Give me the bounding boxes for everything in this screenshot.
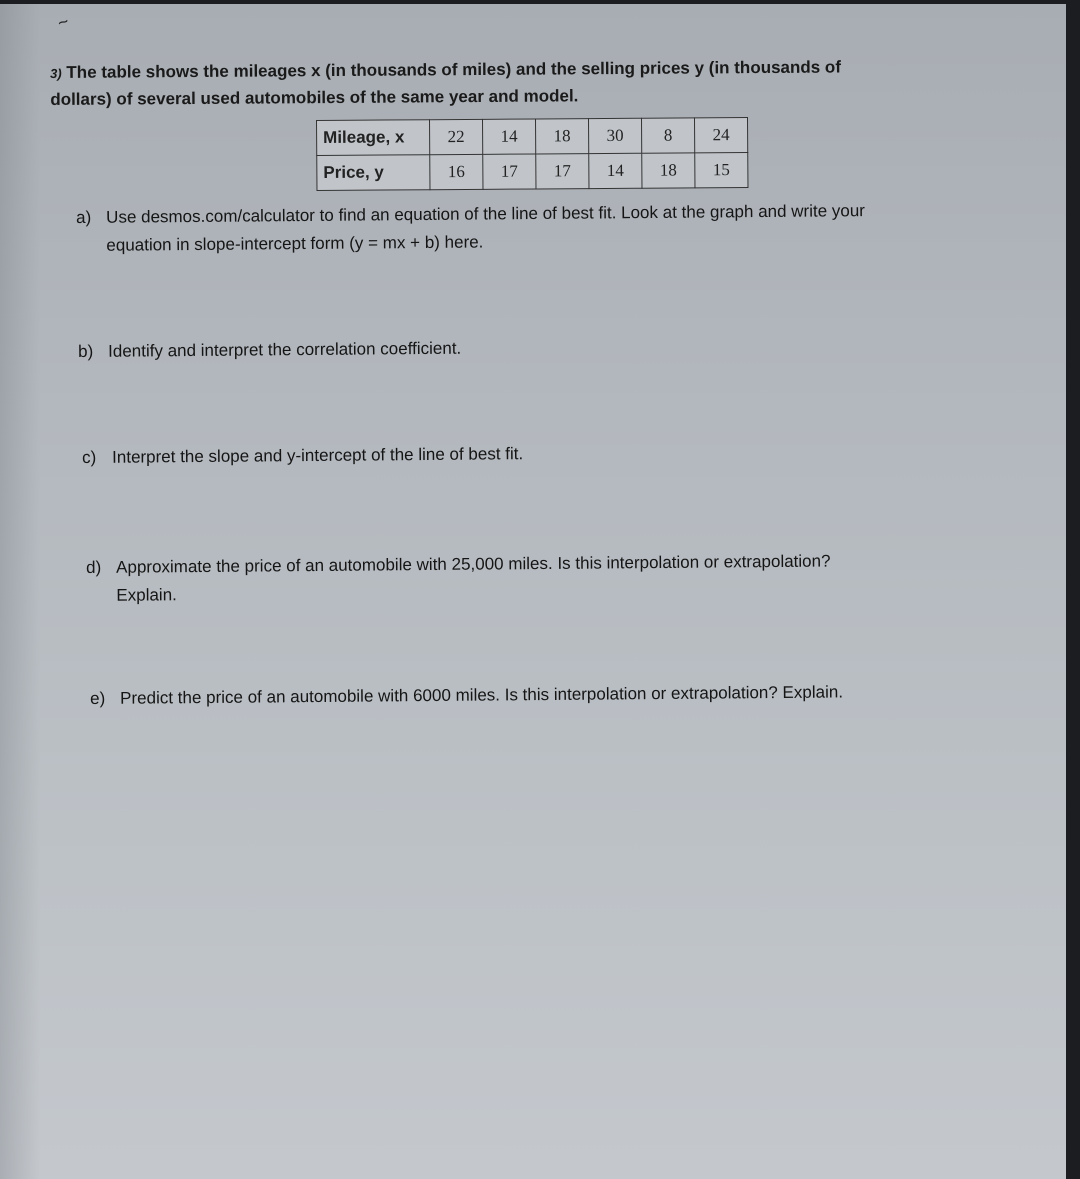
table-cell: 14 [589, 153, 642, 188]
question-b [78, 330, 978, 366]
problem-number: 3) [50, 65, 62, 81]
question-c [82, 436, 982, 472]
row-header-price: Price, y [317, 155, 430, 191]
question-d-text: Approximate the price of an automobile with 25,000 miles. Is this interpolation or extrapolation? [116, 551, 831, 577]
question-d [86, 546, 1036, 610]
question-b-text: Identify and interpret the correlation coefficient. [108, 338, 462, 361]
pen-mark: ~ [54, 10, 72, 34]
problem-line-2: dollars) of several used automobiles of the same year and model. [50, 86, 579, 109]
worksheet-page [0, 4, 1066, 1179]
table-cell: 24 [694, 117, 747, 152]
table-cell: 22 [430, 119, 483, 154]
question-c-text: Interpret the slope and y-intercept of the line of best fit. [112, 444, 524, 467]
table-cell: 17 [536, 154, 589, 189]
table-cell: 15 [695, 152, 748, 187]
question-a-text: Use desmos.com/calculator to find an equation of the line of best fit. Look at the graph and write your [106, 201, 865, 227]
question-a-text-cont: equation in slope-intercept form (y = mx + b) here. [106, 232, 484, 255]
question-e-text: Predict the price of an automobile with 6000 miles. Is this interpolation or extrapolation? Explain. [120, 682, 844, 708]
question-e [90, 677, 1040, 713]
question-d-text-cont: Explain. [116, 585, 177, 605]
question-a [76, 196, 1036, 260]
question-b-label: b) [78, 341, 94, 361]
page-shadow [0, 4, 40, 1179]
question-e-label: e) [90, 688, 106, 708]
row-header-mileage: Mileage, x [317, 120, 430, 156]
table-cell: 16 [430, 154, 483, 189]
table-row [317, 152, 748, 190]
question-a-label: a) [76, 207, 92, 227]
table-cell: 8 [641, 118, 694, 153]
problem-statement [50, 53, 1000, 113]
table-cell: 18 [642, 153, 695, 188]
table-cell: 18 [535, 119, 588, 154]
table-row [317, 117, 748, 155]
table-cell: 30 [588, 118, 641, 153]
problem-line-1: 3) The table shows the mileages x (in thousands of miles) and the selling prices y (in thousands of [50, 57, 842, 82]
question-c-label: c) [82, 447, 97, 467]
question-d-label: d) [86, 557, 102, 577]
mileage-price-table [316, 117, 748, 191]
table-cell: 14 [482, 119, 535, 154]
table-cell: 17 [483, 154, 536, 189]
